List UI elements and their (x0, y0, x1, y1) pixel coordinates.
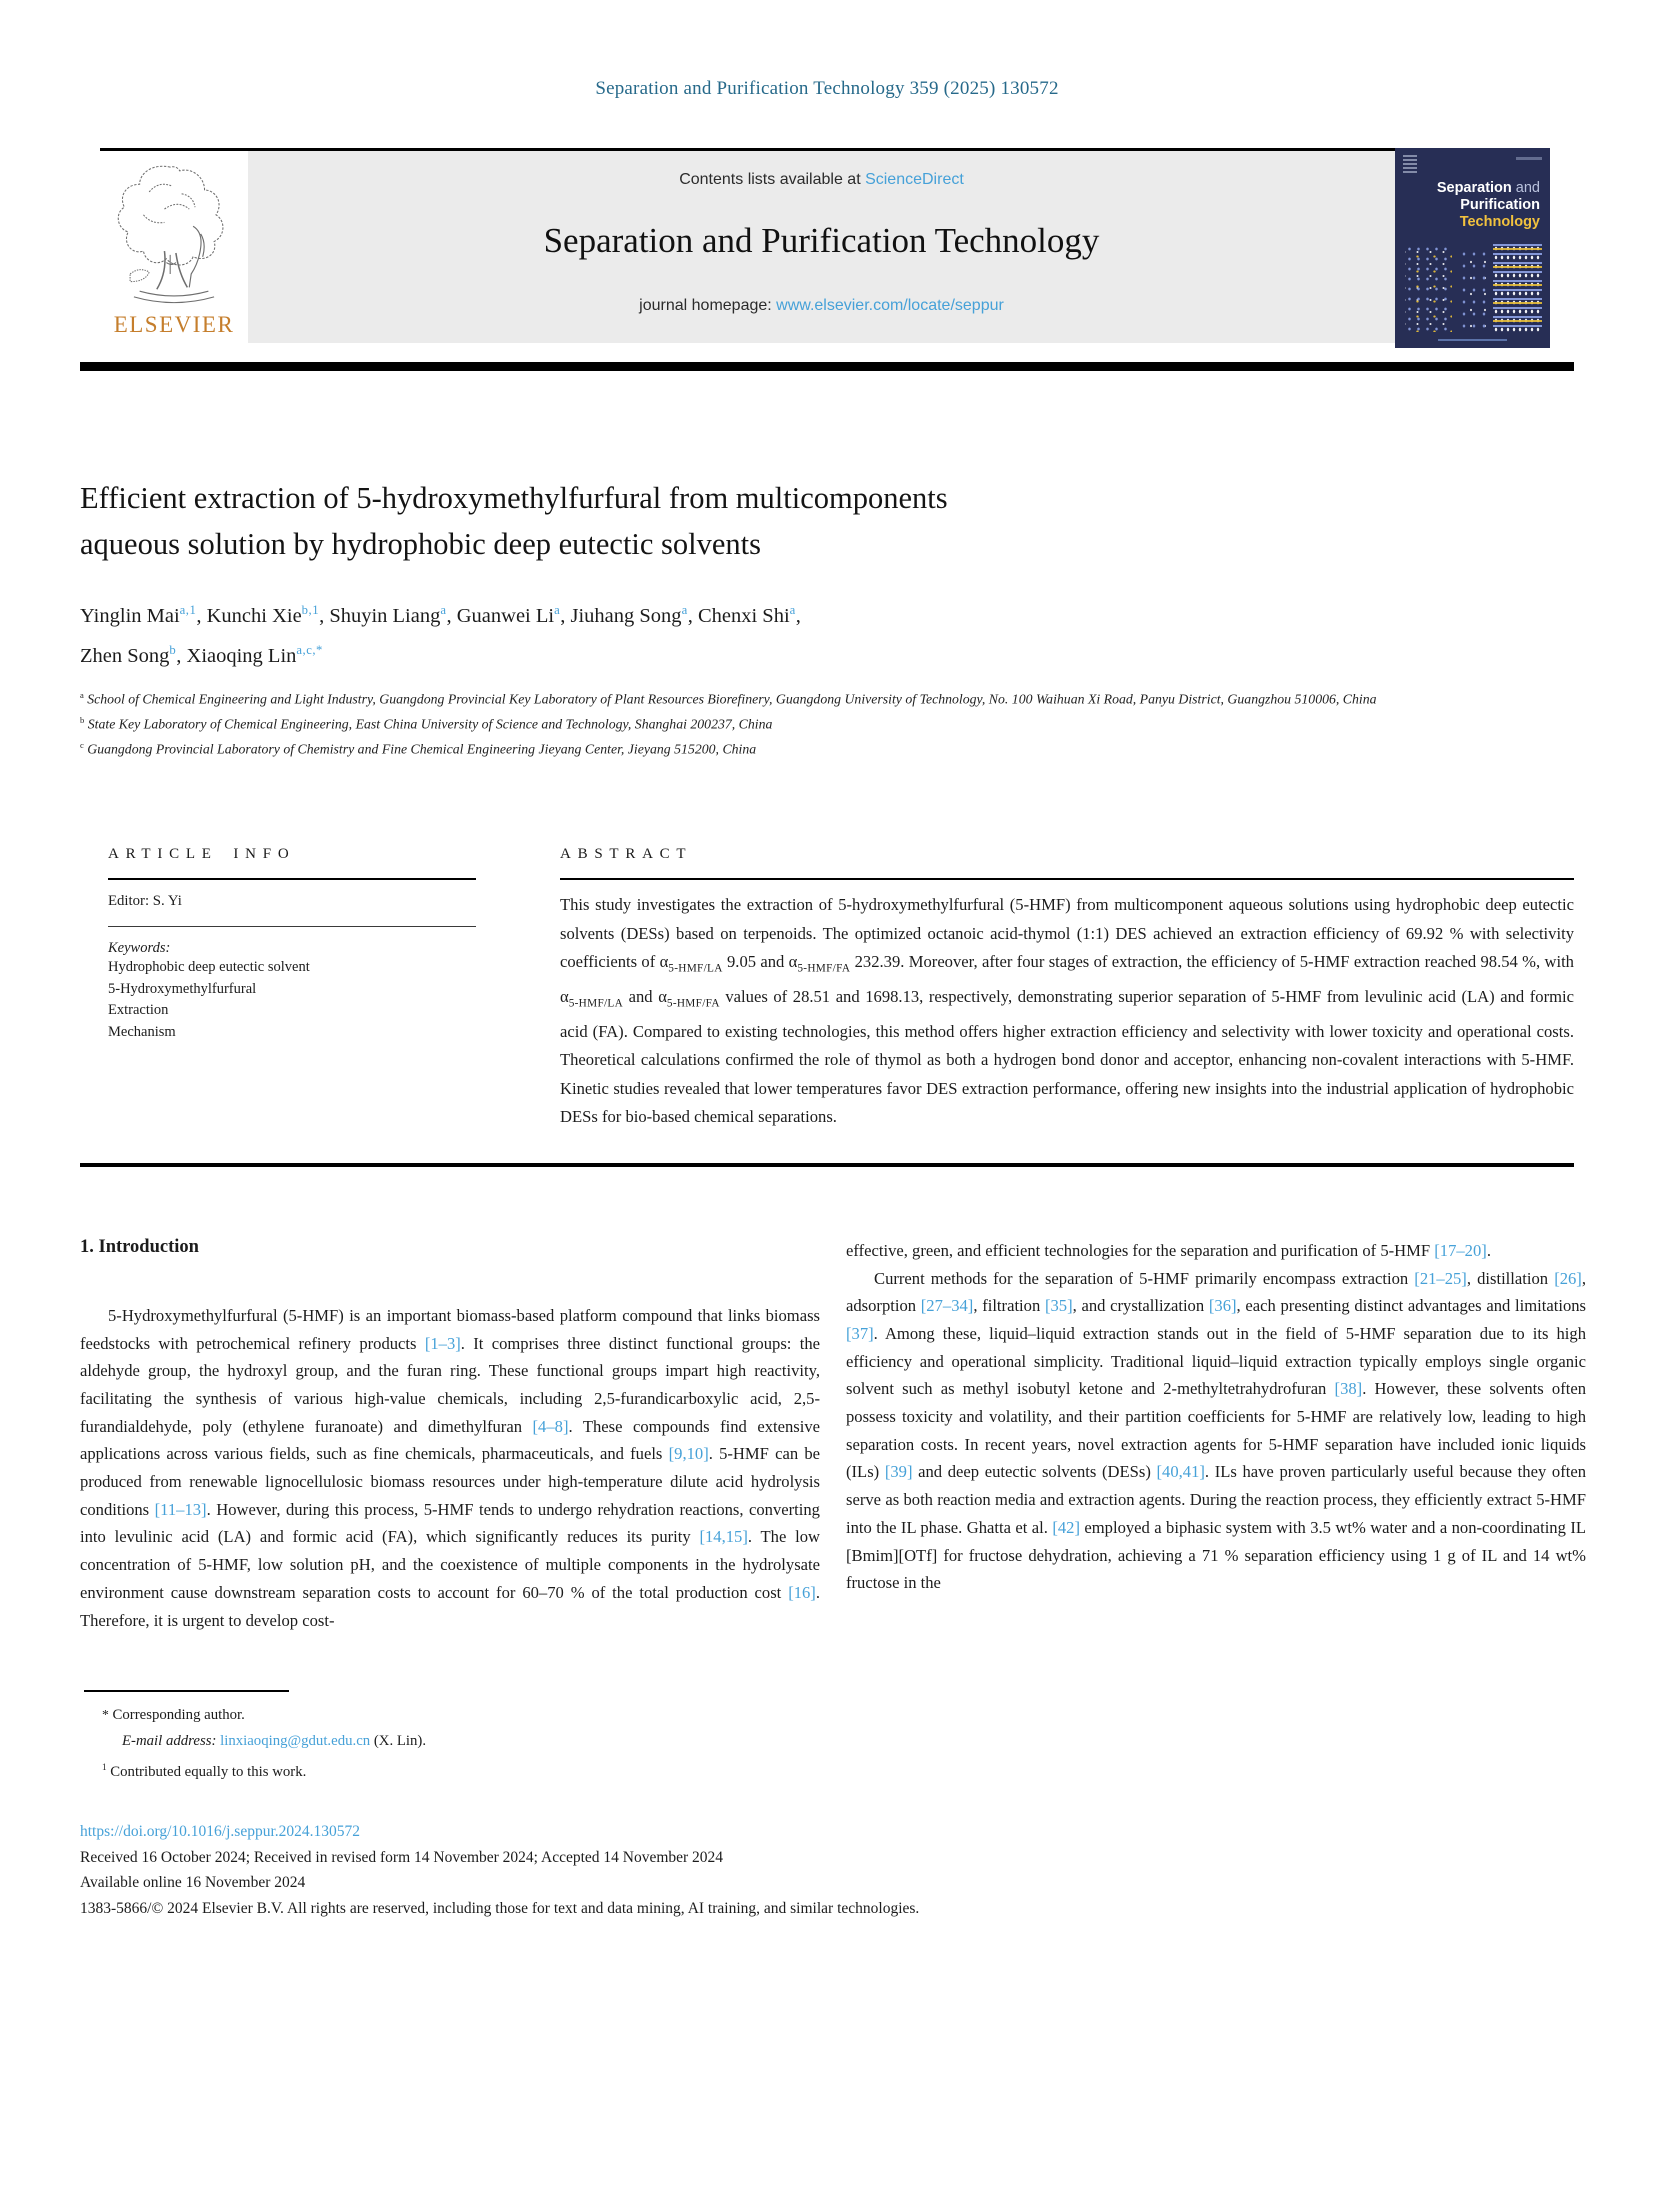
citation-link[interactable]: [35] (1044, 1296, 1073, 1316)
author-list: Yinglin Mai$^{a,1}$, Kunchi Xie$^{b,1}$, Shuyin Liang$^a$, Guanwei Li$^a$, Jiuhang Song$^a$, Chenxi Shi$^a$, Zhen Song$^b$, Xiaoqing Lin$^{a,c,*}$ (80, 603, 801, 667)
abstract-text: This study investigates the extraction of 5-hydroxymethylfurfural (5-HMF) from multicomponent aqueous solutions using hydrophobic deep eutectic solvents (DESs) based on terpenoids. The optimized octanoic acid-thymol (1:1) DES achieved an extraction efficiency of 69.92 % with selectivity coefficients of $\alpha_{5-HMF/LA}$ 9.05 and $\alpha_{5-HMF/FA}$ 232.39. Moreover, after four stages of extraction, the efficiency of 5-HMF extraction reached 98.54 %, with $\alpha_{5-HMF/LA}$ and $\alpha_{5-HMF/FA}$ values of 28.51 and 1698.13, respectively, demonstrating superior separation of 5-HMF from levulinic acid (LA) and formic acid (FA). Compared to existing technologies, this method offers higher extraction efficiency and selectivity with lower toxicity and operational costs. Theoretical calculations confirmed the role of thymol as both a hydrogen bond donor and acceptor, enhancing non-covalent interactions with 5-HMF. Kinetic studies revealed that lower temperatures favor DES extraction performance, offering new insights into the industrial application of hydrophobic DESs for bio-based chemical separations. (560, 895, 1574, 1126)
body-left-column (80, 1237, 820, 1634)
citation-link[interactable]: [36] (1208, 1296, 1237, 1316)
text-segment: 5-HMF/FA (666, 997, 720, 1010)
sciencedirect-link[interactable]: ScienceDirect (865, 171, 964, 188)
journal-homepage-line (248, 297, 1395, 315)
homepage-url-link[interactable]: www.elsevier.com/locate/seppur (776, 297, 1004, 314)
abstract-rule (560, 878, 1574, 881)
masthead-bottom-bar (80, 362, 1574, 371)
available-online-line: Available online 16 November 2024 (80, 1874, 306, 1892)
citation-link[interactable]: [21–25] (1414, 1268, 1467, 1288)
citation-link[interactable]: [27–34] (920, 1296, 974, 1316)
keyword-item: Hydrophobic deep eutectic solvent (108, 959, 310, 976)
keywords-list (108, 957, 476, 1043)
citation-link[interactable]: [4–8] (532, 1416, 569, 1436)
text-segment: * (102, 1707, 109, 1723)
article-info-column (108, 846, 476, 1131)
text-segment: 5-HMF/LA (668, 962, 723, 975)
text-segment: b (169, 642, 177, 657)
cover-word-and: and (1511, 180, 1540, 196)
citation-link[interactable]: [42] (1052, 1517, 1080, 1537)
text-segment: a (789, 603, 796, 617)
keyword-item: Mechanism (108, 1023, 176, 1040)
citation-link[interactable]: [39] (884, 1462, 913, 1482)
text-segment: State Key Laboratory of Chemical Engineering, East China University of Science and Technology, Shanghai 200237, China (84, 716, 773, 732)
citation-link[interactable]: [37] (846, 1323, 874, 1343)
copyright-line: 1383-5866/© 2024 Elsevier B.V. All rights are reserved, including those for text and data mining, AI training, and similar technologies. (80, 1899, 920, 1917)
hyperlink[interactable]: linxiaoqing@gdut.edu.cn (220, 1733, 371, 1750)
article-title: Efficient extraction of 5-hydroxymethylfurfural from multicomponents aqueous solution by hydrophobic deep eutectic solvents (80, 481, 948, 561)
contents-lists-line (248, 171, 1395, 189)
citation-link[interactable]: [38] (1334, 1379, 1363, 1399)
introduction-heading: 1. Introduction (80, 1236, 199, 1257)
affiliations (80, 685, 1574, 760)
email-note: E-mail address: linxiaoqing@gdut.edu.cn (X. Lin). (122, 1733, 427, 1750)
text-segment: b (80, 714, 85, 725)
elsevier-tree-icon (111, 159, 237, 310)
cover-word-technology: Technology (1459, 214, 1540, 230)
text-segment: a,1 (179, 603, 197, 617)
doi-link[interactable]: https://doi.org/10.1016/j.seppur.2024.130572 (80, 1823, 361, 1841)
cover-journal-title (1437, 180, 1540, 231)
citation-link[interactable]: [26] (1554, 1268, 1582, 1288)
cover-dot-art (1405, 244, 1542, 332)
section-divider-rule (80, 1163, 1574, 1167)
keyword-item: 5-Hydroxymethylfurfural (108, 980, 257, 997)
introduction-paragraph: 5-Hydroxymethylfurfural (5-HMF) is an important biomass-based platform compound that links biomass feedstocks with petrochemical refinery products [1–3]. It comprises three distinct functional groups: the aldehyde group, the hydroxyl group, and the furan ring. These functional groups impart high reactivity, facilitating the synthesis of various high-value chemicals, including 2,5-furandicarboxylic acid, 2,5-furandialdehyde, poly (ethylene furanoate) and dimethylfuran [4–8]. These compounds find extensive applications across various fields, such as fine chemicals, pharmaceuticals, and fuels [9,10]. 5-HMF can be produced from renewable lignocellulosic biomass resources under high-temperature dilute acid hydrolysis conditions [11–13]. However, during this process, 5-HMF tends to undergo rehydration reactions, converting into levulinic acid (LA) and formic acid (FA), which significantly reduces its purity [14,15]. The low concentration of 5-HMF, low solution pH, and the coexistence of multiple components in the hydrolysate environment cause downstream separation costs to account for 60–70 % of the total production cost [16]. Therefore, it is urgent to develop cost- (80, 1305, 821, 1630)
citation-link[interactable]: [16] (788, 1582, 816, 1602)
cover-word-purification: Purification (1460, 197, 1540, 213)
keyword-item: Extraction (108, 1002, 169, 1019)
article-footer (80, 1819, 1574, 1921)
text-segment: a (554, 603, 561, 617)
masthead-main (100, 148, 1395, 343)
received-dates-line: Received 16 October 2024; Received in revised form 14 November 2024; Accepted 14 November 2024 (80, 1848, 724, 1866)
footnote-rule (84, 1690, 289, 1692)
introduction-paragraph: Current methods for the separation of 5-HMF primarily encompass extraction [21–25], distillation [26], adsorption [27–34], filtration [35], and crystallization [36], each presenting distinct advantages and limitations [37]. Among these, liquid–liquid extraction stands out in the field of 5-HMF separation due to its high efficiency and operational simplicity. Traditional liquid–liquid extraction typically employs single organic solvent such as methyl isobutyl ketone and 2-methyltetrahydrofuran [38]. However, these solvents often possess toxicity and volatility, and their partition coefficients for 5-HMF are relatively low, leading to high separation costs. In recent years, novel extraction agents for 5-HMF separation have included ionic liquids (ILs) [39] and deep eutectic solvents (DESs) [40,41]. ILs have proven particularly useful because they often serve as both reaction media and extraction agents. During the reaction process, they efficiently extract 5-HMF into the IL phase. Ghatta et al. [42] employed a biphasic system with 3.5 wt% water and a non-coordinating IL [Bmim][OTf] for fructose dehydration, achieving a 71 % separation efficiency using 1 g of IL and 14 wt% fructose in the (846, 1268, 1586, 1593)
text-segment: School of Chemical Engineering and Light Industry, Guangdong Provincial Key Laboratory of Plant Resources Biorefinery, Guangdong University of Technology, No. 100 Waihuan Xi Road, Panyu District, Guangzhou 510006, China (83, 691, 1377, 707)
text-segment: 5-HMF/LA (568, 997, 624, 1010)
text-segment: Guangdong Provincial Laboratory of Chemistry and Fine Chemical Engineering Jieyang Center, Jieyang 515200, China (83, 741, 757, 757)
text-segment: 1 (102, 1762, 107, 1773)
cover-footer-line (1438, 339, 1506, 341)
article-info-divider (108, 926, 476, 927)
citation-link[interactable]: [1–3] (424, 1333, 461, 1353)
article-info-rule (108, 878, 476, 881)
text-segment: a (440, 603, 447, 617)
body-two-columns (80, 1236, 1586, 1634)
text-segment: E-mail address: (122, 1733, 217, 1750)
article-info-heading: ARTICLE INFO (108, 845, 296, 862)
text-segment: a (80, 689, 84, 700)
info-abstract-section (80, 846, 1574, 1131)
masthead-gray-panel (248, 151, 1395, 343)
footnotes-block (80, 1690, 820, 1785)
journal-title: Separation and Purification Technology (543, 221, 1100, 260)
citation-link[interactable]: [9,10] (668, 1444, 709, 1464)
text-segment: c (80, 739, 84, 750)
journal-cover-thumbnail[interactable] (1395, 148, 1550, 348)
body-right-column (846, 1237, 1586, 1634)
journal-masthead (80, 148, 1574, 348)
abstract-heading: ABSTRACT (560, 845, 693, 862)
journal-citation-header: Separation and Purification Technology 359 (2025) 130572 (595, 78, 1059, 99)
elsevier-logo[interactable] (100, 151, 248, 343)
citation-link[interactable]: [40,41] (1156, 1462, 1205, 1482)
contents-prefix: Contents lists available at (679, 171, 866, 188)
text-segment: a,c,* (296, 642, 323, 657)
elsevier-wordmark: ELSEVIER (113, 312, 235, 337)
citation-link[interactable]: [11–13] (154, 1499, 207, 1519)
editor-line: Editor: S. Yi (108, 893, 182, 910)
text-segment: a (681, 603, 688, 617)
text-segment: 5-HMF/FA (797, 962, 851, 975)
cover-volume-text (1516, 157, 1542, 160)
contribution-note: $^1$ Contributed equally to this work. (102, 1762, 307, 1781)
introduction-paragraph: effective, green, and efficient technologies for the separation and purification of 5-HMF [17–20]. (846, 1240, 1491, 1260)
abstract-column (560, 846, 1574, 1131)
corresponding-author-note: * Corresponding author. (102, 1707, 245, 1724)
cover-dot-column (1459, 248, 1486, 336)
cover-dot-column (1493, 244, 1542, 332)
text-segment: b,1 (301, 603, 320, 617)
cover-dot-column (1405, 244, 1452, 332)
citation-link[interactable]: [14,15] (699, 1527, 748, 1547)
keywords-label: Keywords: (108, 940, 171, 957)
homepage-prefix: journal homepage: (639, 297, 777, 314)
citation-link[interactable]: [17–20] (1434, 1240, 1487, 1260)
cover-word-separation: Separation (1436, 180, 1512, 196)
cover-elsevier-mark-icon (1403, 155, 1417, 173)
